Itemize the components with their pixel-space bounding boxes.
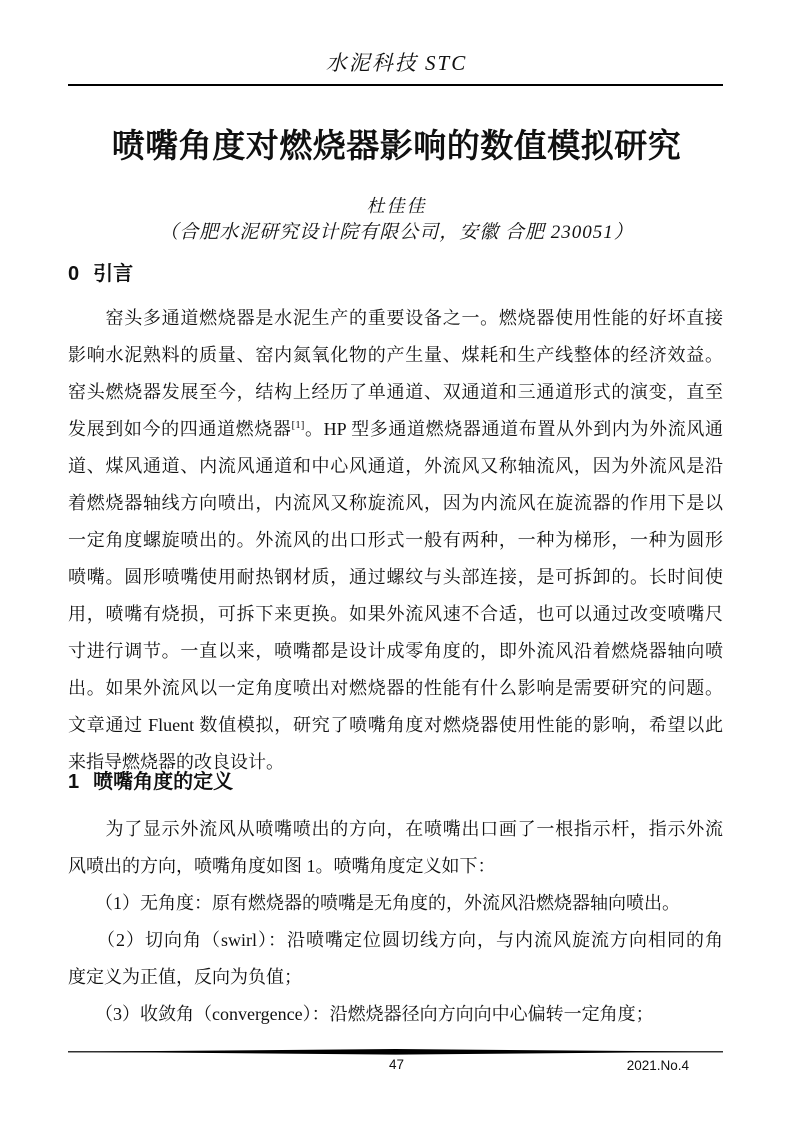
text-line: 窑头燃烧器发展至今，结构上经历了单通道、双通道和三通道形式的演变，直至 <box>68 382 723 402</box>
text-line: （3）收敛角（convergence）：沿燃烧器径向方向向中心偏转一定角度； <box>68 1004 654 1024</box>
paragraph-definition-item-3 <box>68 996 723 1033</box>
paragraph-definition-item-1 <box>68 885 723 922</box>
text-line: （2）切向角（swirl）：沿喷嘴定位圆切线方向，与内流风旋流方向相同的角 <box>68 930 723 950</box>
text-line: 为了显示外流风从喷嘴喷出的方向，在喷嘴出口画了一根指示杆，指示外流 <box>68 819 723 839</box>
text-segment: 发展到如今的四通道燃烧器 <box>68 419 292 439</box>
text-line: 寸进行调节。一直以来，喷嘴都是设计成零角度的，即外流风沿着燃烧器轴向喷 <box>68 641 723 661</box>
text-line: 喷嘴。圆形喷嘴使用耐热钢材质，通过螺纹与头部连接，是可拆卸的。长时间使 <box>68 567 723 587</box>
journal-header: 水泥科技 STC <box>325 51 468 75</box>
text-line: 文章通过 Fluent 数值模拟，研究了喷嘴角度对燃烧器使用性能的影响，希望以此 <box>68 715 723 735</box>
section-number: 0 <box>68 263 80 285</box>
section-title: 喷嘴角度的定义 <box>93 771 234 793</box>
text-line: 一定角度螺旋喷出的。外流风的出口形式一般有两种，一种为梯形，一种为圆形 <box>68 530 723 550</box>
section-number: 1 <box>68 771 80 793</box>
text-line: 用，喷嘴有烧损，可拆下来更换。如果外流风速不合适，也可以通过改变喷嘴尺 <box>68 604 723 624</box>
page-number: 47 <box>388 1057 405 1072</box>
author-affiliation: （合肥水泥研究设计院有限公司，安徽 合肥 230051） <box>159 222 634 243</box>
author-name: 杜佳佳 <box>366 196 427 216</box>
text-line: 窑头多通道燃烧器是水泥生产的重要设备之一。燃烧器使用性能的好坏直接 <box>68 308 723 328</box>
section-title: 引言 <box>93 263 134 285</box>
reference-superscript: [1] <box>291 419 305 431</box>
issue-number: 2021.No.4 <box>626 1058 689 1073</box>
section-1-body <box>68 811 723 1033</box>
paper-title: 喷嘴角度对燃烧器影响的数值模拟研究 <box>111 127 682 164</box>
text-line: （1）无角度：原有燃烧器的喷嘴是无角度的，外流风沿燃烧器轴向喷出。 <box>68 893 680 913</box>
section-heading-1 <box>68 768 723 796</box>
text-line: 道、煤风通道、内流风通道和中心风通道，外流风又称轴流风，因为外流风是沿 <box>68 456 723 476</box>
text-line: 着燃烧器轴线方向喷出，内流风又称旋流风，因为内流风在旋流器的作用下是以 <box>68 493 723 513</box>
header-rule-divider <box>68 84 723 86</box>
footer-divider <box>68 1049 723 1055</box>
paragraph-nozzle-angle-intro <box>68 811 723 885</box>
text-line: 来指导燃烧器的改良设计。 <box>68 752 284 772</box>
paragraph-introduction <box>68 300 723 781</box>
text-line: 度定义为正值，反向为负值； <box>68 967 302 987</box>
text-line: 出。如果外流风以一定角度喷出对燃烧器的性能有什么影响是需要研究的问题。 <box>68 678 723 698</box>
text-line: 影响水泥熟料的质量、窑内氮氧化物的产生量、煤耗和生产线整体的经济效益。 <box>68 345 723 365</box>
text-line: 风喷出的方向，喷嘴角度如图 1。喷嘴角度定义如下： <box>68 856 496 876</box>
section-heading-0 <box>68 260 723 288</box>
text-line <box>68 411 723 448</box>
text-segment: 。HP 型多通道燃烧器通道布置从外到内为外流风通 <box>304 419 723 439</box>
paragraph-definition-item-2 <box>68 922 723 996</box>
